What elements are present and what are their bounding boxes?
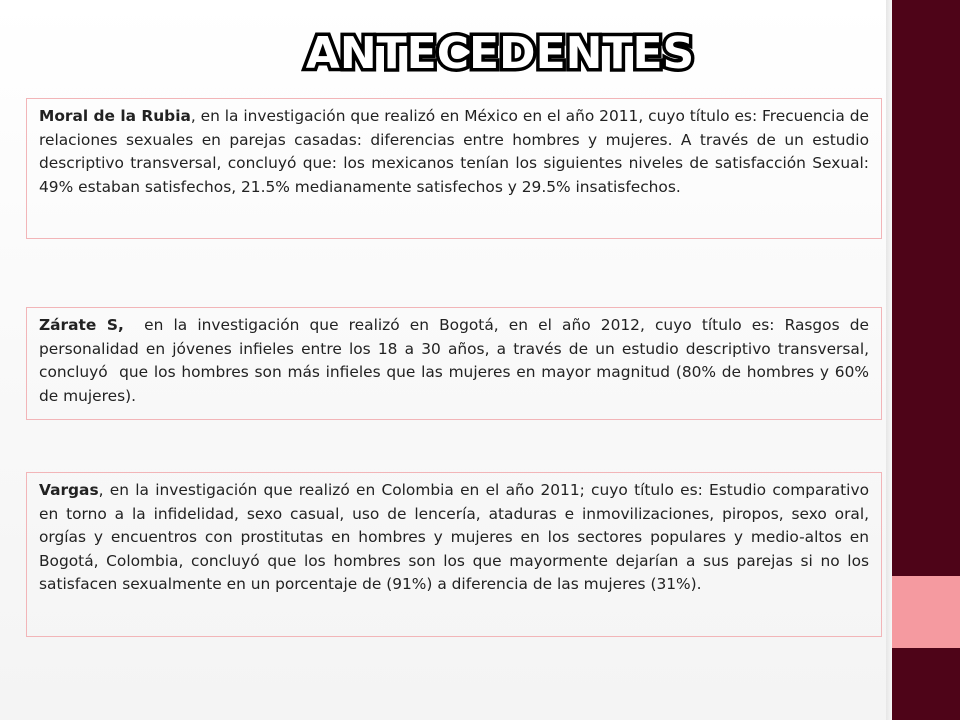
antecedent-box-3 bbox=[26, 472, 882, 637]
antecedent-author-1: Moral de la Rubia bbox=[39, 107, 191, 125]
antecedent-box-2 bbox=[26, 307, 882, 420]
antecedent-author-2: Zárate S, bbox=[39, 316, 124, 334]
antecedent-text-3: , en la investigación que realizó en Colombia en el año 2011; cuyo título es: Estudio comparativo en torno a la infidelidad, sexo casual, uso de lencería, ataduras e inmovilizaciones, piropos, sexo oral, orgías y encuentros con prostitutas en hombres y mujeres en los sectores populares y medio-altos en Bogotá, Colombia, concluyó que los hombres son los que mayormente dejarían a sus parejas si no los satisfacen sexualmente en un porcentaje de (91%) a diferencia de las mujeres (31%). bbox=[39, 481, 869, 593]
antecedent-author-3: Vargas bbox=[39, 481, 99, 499]
decorative-sidebar-accent bbox=[892, 576, 960, 648]
antecedent-text-1: , en la investigación que realizó en México en el año 2011, cuyo título es: Frecuencia de relaciones sexuales en parejas casadas: diferencias entre hombres y mujeres. A través de un estudio descriptivo transversal, concluyó que: los mexicanos tenían los siguientes niveles de satisfacción Sexual: 49% estaban satisfechos, 21.5% medianamente satisfechos y 29.5% insatisfechos. bbox=[39, 107, 869, 196]
antecedent-text-2: en la investigación que realizó en Bogotá, en el año 2012, cuyo título es: Rasgos de personalidad en jóvenes infieles entre los 18 a 30 años, a través de un estudio descriptivo transversal, concluyó que los hombres son más infieles que las mujeres en mayor magnitud (80% de hombres y 60% de mujeres). bbox=[39, 316, 874, 405]
slide-title: ANTECEDENTES bbox=[305, 28, 695, 79]
antecedent-box-1 bbox=[26, 98, 882, 239]
